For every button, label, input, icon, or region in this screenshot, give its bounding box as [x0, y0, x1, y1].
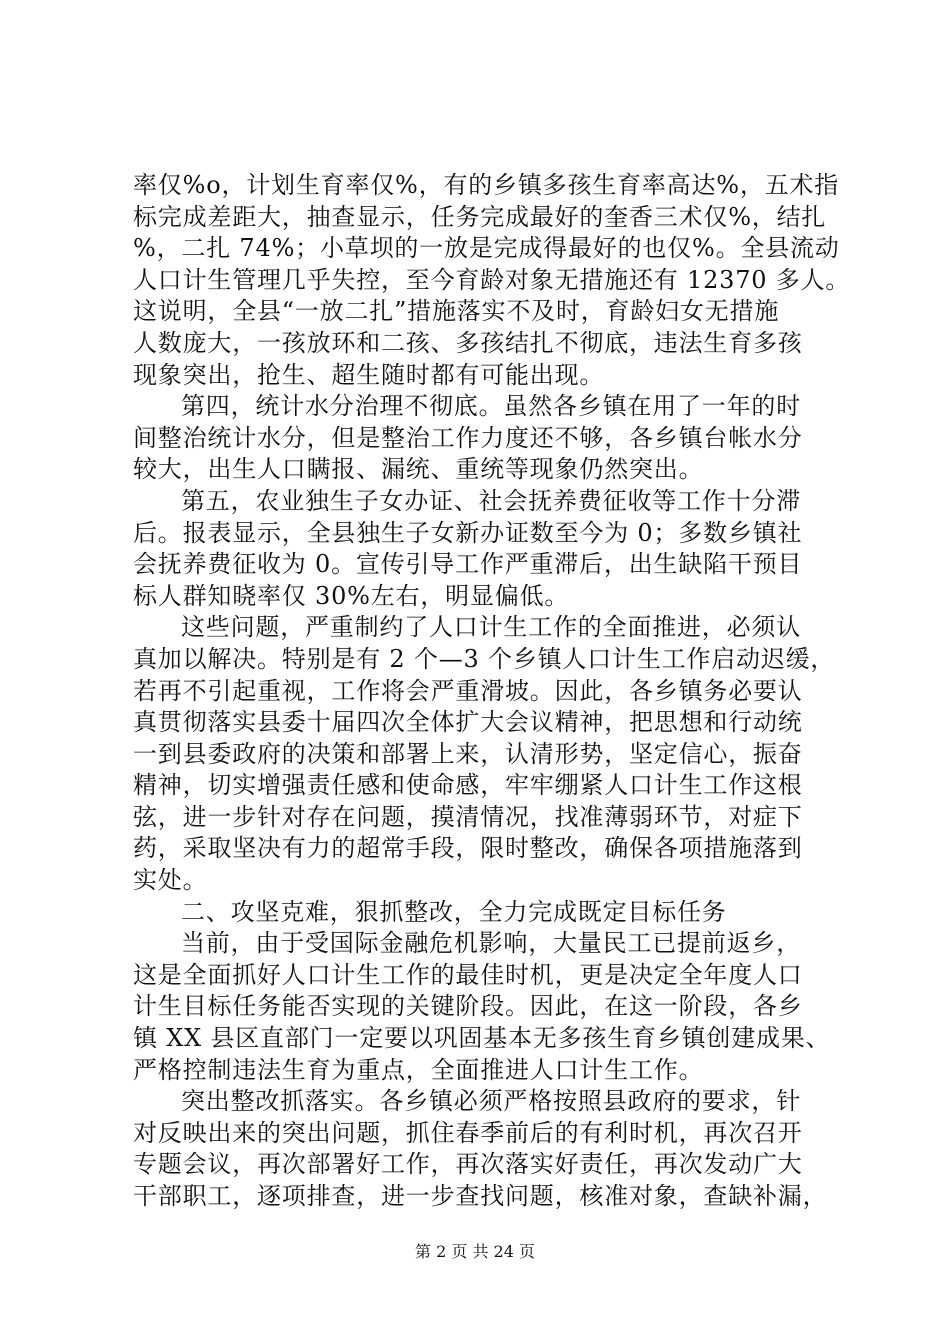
text-line: 突出整改抓落实。各乡镇必须严格按照县政府的要求，针	[181, 1087, 801, 1116]
section-heading: 二、攻坚克难，狠抓整改，全力完成既定目标任务	[181, 897, 727, 926]
body-text	[133, 170, 851, 1213]
text-line: 真贯彻落实县委十届四次全体扩大会议精神，把思想和行动统	[133, 708, 803, 737]
page-number-footer: 第 2 页 共 24 页	[415, 1242, 535, 1261]
text-line: 当前，由于受国际金融危机影响，大量民工已提前返乡，	[181, 929, 801, 958]
text-line: 率仅%o，计划生育率仅%，有的乡镇多孩生育率高达%，五术指	[133, 171, 840, 199]
text-line: 干部职工，逐项排查，进一步查找问题，核准对象，查缺补漏，	[133, 1182, 828, 1210]
text-line: 对反映出来的突出问题，抓住春季前后的有利时机，再次召开	[133, 1118, 803, 1147]
text-line: %，二扎 74%；小草坝的一放是完成得最好的也仅%。全县流动	[133, 234, 840, 263]
text-line: 这是全面抓好人口计生工作的最佳时机，更是决定全年度人口	[133, 960, 803, 989]
text-line: 会抚养费征收为 0。宣传引导工作严重滞后，出生缺陷干预目	[133, 550, 803, 579]
text-line: 人数庞大，一孩放环和二孩、多孩结扎不彻底，违法生育多孩	[133, 328, 803, 357]
text-line: 后。报表显示，全县独生子女新办证数至今为 0；多数乡镇社	[133, 518, 803, 547]
text-line: 第五，农业独生子女办证、社会抚养费征收等工作十分滞	[181, 486, 801, 515]
text-line: 计生目标任务能否实现的关键阶段。因此，在这一阶段，各乡	[133, 992, 803, 1021]
text-line: 第四，统计水分治理不彻底。虽然各乡镇在用了一年的时	[181, 392, 801, 421]
text-line: 弦，进一步针对存在问题，摸清情况，找准薄弱环节，对症下	[133, 802, 803, 831]
text-line: 专题会议，再次部署好工作，再次落实好责任，再次发动广大	[133, 1150, 803, 1179]
text-line: 实处。	[133, 866, 208, 895]
text-line: 这说明，全县“一放二扎”措施落实不及时，育龄妇女无措施	[133, 297, 780, 326]
text-line: 人口计生管理几乎失控，至今育龄对象无措施还有 12370 多人。	[133, 265, 851, 294]
text-line: 镇 XX 县区直部门一定要以巩固基本无多孩生育乡镇创建成果、	[133, 1024, 831, 1053]
text-line: 这些问题，严重制约了人口计生工作的全面推进，必须认	[181, 613, 801, 642]
text-line: 药，采取坚决有力的超常手段，限时整改，确保各项措施落到	[133, 834, 803, 863]
text-line: 标人群知晓率仅 30%左右，明显偏低。	[133, 581, 570, 610]
text-line: 严格控制违法生育为重点，全面推进人口计生工作。	[133, 1055, 704, 1084]
text-line: 标完成差距大，抽查显示，任务完成最好的奎香三术仅%，结扎	[133, 202, 827, 231]
text-line: 若再不引起重视，工作将会严重滑坡。因此，各乡镇务必要认	[133, 676, 803, 705]
text-line: 一到县委政府的决策和部署上来，认清形势，坚定信心，振奋	[133, 739, 803, 768]
text-line: 现象突出，抢生、超生随时都有可能出现。	[133, 360, 605, 389]
text-line: 间整治统计水分，但是整治工作力度还不够，各乡镇台帐水分	[133, 423, 803, 452]
text-line: 较大，出生人口瞒报、漏统、重统等现象仍然突出。	[133, 455, 704, 484]
text-line: 真加以解决。特别是有 2 个—3 个乡镇人口计生工作启动迟缓，	[133, 644, 836, 673]
text-line: 精神，切实增强责任感和使命感，牢牢绷紧人口计生工作这根	[133, 771, 803, 800]
